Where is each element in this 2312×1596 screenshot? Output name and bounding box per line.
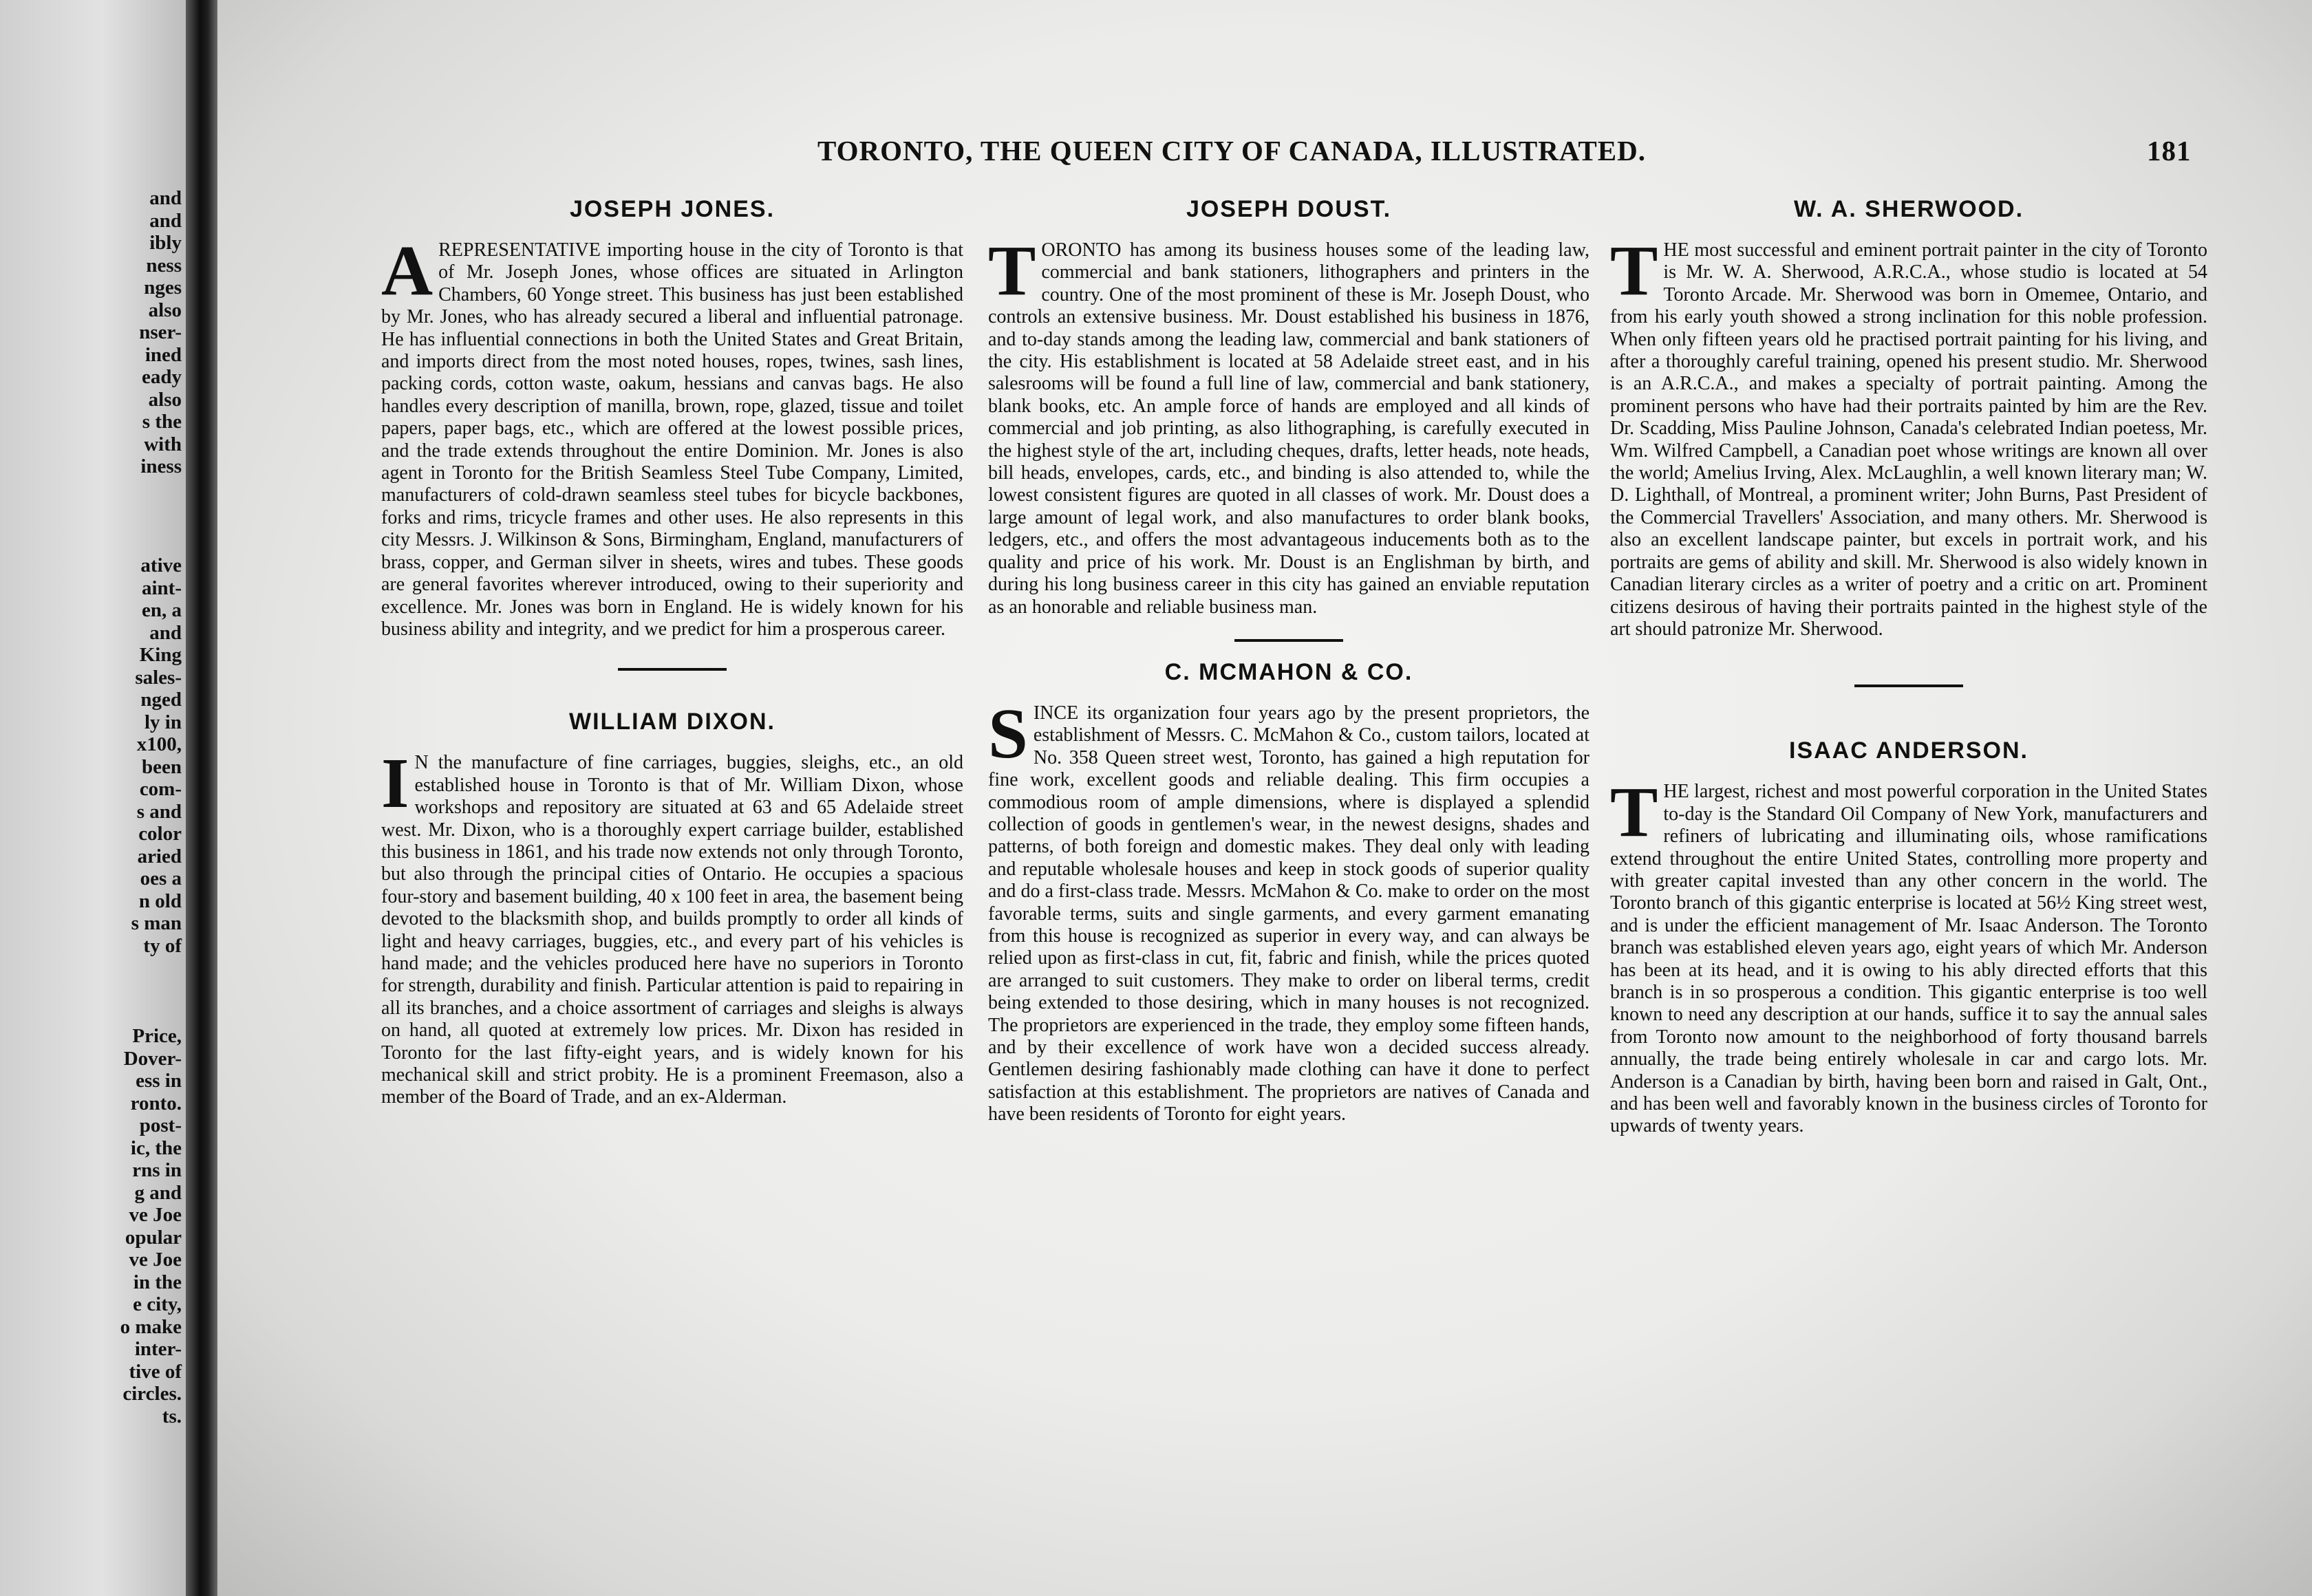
facing-text-line: tive of <box>129 1360 182 1383</box>
article-body: TORONTO has among its business houses some of the leading law, commercial and bank stationers, lithographers and printers in the country. One of the most prominent of these is Mr. Joseph Doust, who controls an extensive business. Mr. Doust established his business in 1876, and to-day stands among the leading law, commercial and bank stationers of the city. His establishment is located at 58 Adelaide street east, and in his salesrooms will be found a full line of law, commercial and bank stationery, blank books, etc. An ample force of hands are employed and all kinds of commercial and job printing, as also lithographing, is carefully executed in the highest style of the art, including cheques, drafts, letter heads, note heads, bill heads, envelopes, cards, etc., and binding is also attended to, while the lowest consistent figures are quoted in all classes of work. Mr. Doust does a large amount of legal work, and also manufactures to order blank books, ledgers, etc., and offers the most advantageous inducements both as to the quality and price of his work. Mr. Doust is an Englishman by birth, and during his long business career in this city has gained an enviable reputation as an honorable and reliable business man. <box>988 231 1590 618</box>
facing-text-line: ness <box>146 254 182 277</box>
facing-text-line: eady <box>142 366 182 388</box>
running-header <box>217 134 2312 175</box>
section-divider <box>1854 684 1963 687</box>
article-w-a-sherwood <box>1610 194 2207 640</box>
facing-text-line: color <box>138 823 182 845</box>
facing-text-line: n old <box>138 889 182 912</box>
facing-text-line: en, a <box>142 599 182 621</box>
facing-text-middle <box>0 554 186 957</box>
facing-text-line: King <box>139 644 182 666</box>
article-body: IN the manufacture of fine carriages, buggies, sleighs, etc., an old established house in Toronto is that of Mr. William Dixon, whose workshops and repository are situated at 63 and 65 Adelaide street west. Mr. Dixon, who is a thoroughly expert carriage builder, established this business in 1861, and his trade now extends not only through Toronto, but also through the principal cities of Ontario. He occupies a spacious four-story and basement building, 40 x 100 feet in area, the basement being devoted to the blacksmith shop, and builds promptly to order all kinds of light and heavy carriages, buggies, etc., and every part of his vehicles is hand made; and the vehicles produced here have no superiors in Toronto for strength, durability and finish. Particular attention is paid to repairing in all its branches, and a choice assortment of carriages and sleighs is always on hand, all quoted at extremely low prices. Mr. Dixon has resided in Toronto for the last fifty-eight years, and is widely known for his mechanical skill and strict probity. He is a prominent Freemason, also a member of the Board of Trade, and an ex-Alderman. <box>381 744 963 1108</box>
facing-text-line: sales- <box>135 666 182 689</box>
facing-text-line: s the <box>142 411 182 433</box>
facing-text-line: ined <box>144 343 182 366</box>
section-divider <box>1234 639 1343 642</box>
facing-text-line: and <box>149 209 182 232</box>
facing-text-line: e city, <box>133 1293 182 1315</box>
facing-page-fragment <box>0 0 186 1596</box>
facing-text-bottom <box>0 1025 186 1427</box>
facing-text-line: aint- <box>142 576 182 599</box>
article-heading: JOSEPH JONES. <box>569 196 775 222</box>
facing-text-line: and <box>149 187 182 209</box>
facing-text-line: also <box>148 388 182 411</box>
facing-text-line: x100, <box>136 733 182 755</box>
facing-text-line: ess in <box>136 1070 182 1092</box>
article-heading: W. A. SHERWOOD. <box>1793 196 2024 222</box>
article-c-mcmahon <box>988 657 1590 1126</box>
article-william-dixon <box>381 707 963 1109</box>
facing-text-line: opular <box>125 1226 182 1249</box>
article-heading: C. MCMAHON & CO. <box>1164 658 1413 685</box>
facing-text-line: nged <box>140 689 182 711</box>
facing-text-line: with <box>144 433 182 455</box>
facing-text-line: circles. <box>122 1383 182 1405</box>
article-heading: WILLIAM DIXON. <box>569 709 775 735</box>
article-body: THE most successful and eminent portrait painter in the city of Toronto is Mr. W. A. Sherwood, A.R.C.A., whose studio is located at 54 Toronto Arcade. Mr. Sherwood was born in Omemee, Ontario, and from his early youth showed a strong inclination for this noble profession. When only fifteen years old he practised portrait painting for his living, and after a thoroughly careful training, opened his present studio. Mr. Sherwood is an A.R.C.A., and makes a specialty of portrait painting. Among the prominent persons who have had their portraits painted by him are the Rev. Dr. Scadding, Miss Pauline Johnson, Canada's celebrated Indian poetess, Mr. Wm. Wilfred Campbell, a Canadian poet whose writings are known all over the world; Amelius Irving, Alex. McLaughlin, a well known literary man; W. D. Lighthall, of Montreal, a prominent writer; John Burns, Past President of the Commercial Travellers' Association, and many others. Mr. Sherwood is also an excellent landscape painter, but excels in portrait work, and his portraits are gems of ability and skill. Mr. Sherwood is also widely known in Canadian literary circles as a writer of poetry and a critic on art. Prominent citizens desirous of having their portraits painted in the highest style of the art should patronize Mr. Sherwood. <box>1610 231 2207 640</box>
facing-text-line: s man <box>131 912 182 934</box>
facing-text-line: s and <box>136 800 182 823</box>
book-gutter <box>186 0 217 1596</box>
column-right <box>1610 194 2207 1138</box>
article-joseph-jones <box>381 194 963 640</box>
facing-text-line: and <box>149 621 182 644</box>
article-joseph-doust <box>988 194 1590 618</box>
facing-text-line: been <box>142 755 182 778</box>
facing-text-line: ic, the <box>130 1136 182 1159</box>
facing-text-line: oes a <box>140 867 182 889</box>
facing-text-line: aried <box>137 845 182 867</box>
facing-text-line: in the <box>133 1271 182 1293</box>
facing-text-line: ly in <box>144 711 182 733</box>
page-number: 181 <box>2147 135 2192 166</box>
facing-text-line: inter- <box>134 1338 182 1360</box>
facing-text-line: ve Joe <box>129 1204 182 1226</box>
facing-text-line: iness <box>140 455 182 477</box>
book-page <box>217 0 2312 1596</box>
column-left <box>381 194 963 1109</box>
facing-text-line: ative <box>140 554 182 576</box>
facing-text-line: also <box>148 299 182 321</box>
facing-text-line: rns in <box>132 1159 182 1181</box>
facing-text-line: ts. <box>162 1405 182 1427</box>
article-isaac-anderson <box>1610 735 2207 1138</box>
facing-text-line: nser- <box>139 321 182 343</box>
facing-text-line: nges <box>144 277 182 299</box>
article-heading: JOSEPH DOUST. <box>1186 196 1392 222</box>
facing-text-line: ronto. <box>130 1092 182 1114</box>
column-middle <box>988 194 1590 1126</box>
facing-text-line: ty of <box>143 934 182 957</box>
facing-text-line: ve Joe <box>129 1249 182 1271</box>
facing-text-line: Price, <box>132 1025 182 1047</box>
running-title: TORONTO, THE QUEEN CITY OF CANADA, ILLUSTRATED. <box>817 135 1646 166</box>
facing-text-line: Dover- <box>123 1047 182 1070</box>
section-divider <box>618 668 727 671</box>
article-heading: ISAAC ANDERSON. <box>1789 737 2029 764</box>
facing-text-line: com- <box>139 778 182 800</box>
facing-text-line: post- <box>139 1114 182 1136</box>
facing-text-line: o make <box>120 1315 182 1338</box>
article-body: THE largest, richest and most powerful corporation in the United States to-day is the Standard Oil Company of New York, manufacturers and refiners of lubricating and illuminating oils, whose ramifications extend throughout the entire United States, controlling more property and with greater capital invested than any other concern in the world. The Toronto branch of this gigantic enterprise is located at 56½ King street west, and is under the efficient management of Mr. Isaac Anderson. The Toronto branch was established eleven years ago, eight years of which Mr. Anderson has been at its head, and it is owing to his ably directed efforts that this branch is in so prosperous a condition. This gigantic enterprise is too well known to need any description at our hands, suffice it to say the annual sales from Toronto now amount to the neighborhood of forty thousand barrels annually, the trade being entirely wholesale in car and cargo lots. Mr. Anderson is a Canadian by birth, having been born and raised in Galt, Ont., and has been well and favorably known in the business circles of Toronto for upwards of twenty years. <box>1610 773 2207 1137</box>
article-body: SINCE its organization four years ago by the present proprietors, the establishment of Messrs. C. McMahon & Co., custom tailors, located at No. 358 Queen street west, Toronto, has gained a high reputation for fine work, excellent goods and reliable dealing. This firm occupies a commodious room of ample dimensions, where is displayed a splendid collection of goods in gentlemen's wear, in the newest designs, shades and patterns, of both foreign and domestic makes. They deal only with leading and reputable wholesale houses and keep in stock goods of superior quality and do a first-class trade. Messrs. McMahon & Co. make to order on the most favorable terms, suits and single garments, and every garment emanating from this house is recognized as superior in every way, and can always be relied upon as first-class in cut, fit, fabric and finish, while the prices quoted are arranged to suit customers. They make to order on liberal terms, credit being extended to those desiring, which in many houses is not recognized. The proprietors are experienced in the trade, they employ some fifteen hands, and by their excellence of work have won a decided success already. Gentlemen desiring fashionably made clothing can have it done to perfect satisfaction at this establishment. The proprietors are natives of Canada and have been residents of Toronto for eight years. <box>988 693 1590 1125</box>
article-body: AREPRESENTATIVE importing house in the city of Toronto is that of Mr. Joseph Jones, whose offices are situated in Arlington Chambers, 60 Yonge street. This business has just been established by Mr. Jones, who has already secured a liberal and influential patronage. He has influential connections in both the United States and Great Britain, and imports direct from the most noted houses, ropes, twines, sash lines, packing cords, cotton waste, oakum, hessians and canvas bags. He also handles every description of manilla, brown, rope, glazed, tissue and toilet papers, paper bags, etc., which are offered at the lowest possible prices, and the trade extends throughout the entire Dominion. Mr. Jones is also agent in Toronto for the British Seamless Steel Tube Company, Limited, manufacturers of cold-drawn seamless steel tubes for bicycle backbones, forks and rims, tricycle frames and other uses. He also represents in this city Messrs. J. Wilkinson & Sons, Birmingham, England, manufacturers of brass, copper, and German silver in sheets, wires and tubes. These goods are general favorites wherever introduced, owing to their superiority and excellence. Mr. Jones was born in England. He is widely known for his business ability and integrity, and we predict for him a prosperous career. <box>381 231 963 640</box>
facing-text-line: g and <box>134 1181 182 1204</box>
facing-text-top <box>0 187 186 478</box>
facing-text-line: ibly <box>149 232 182 254</box>
